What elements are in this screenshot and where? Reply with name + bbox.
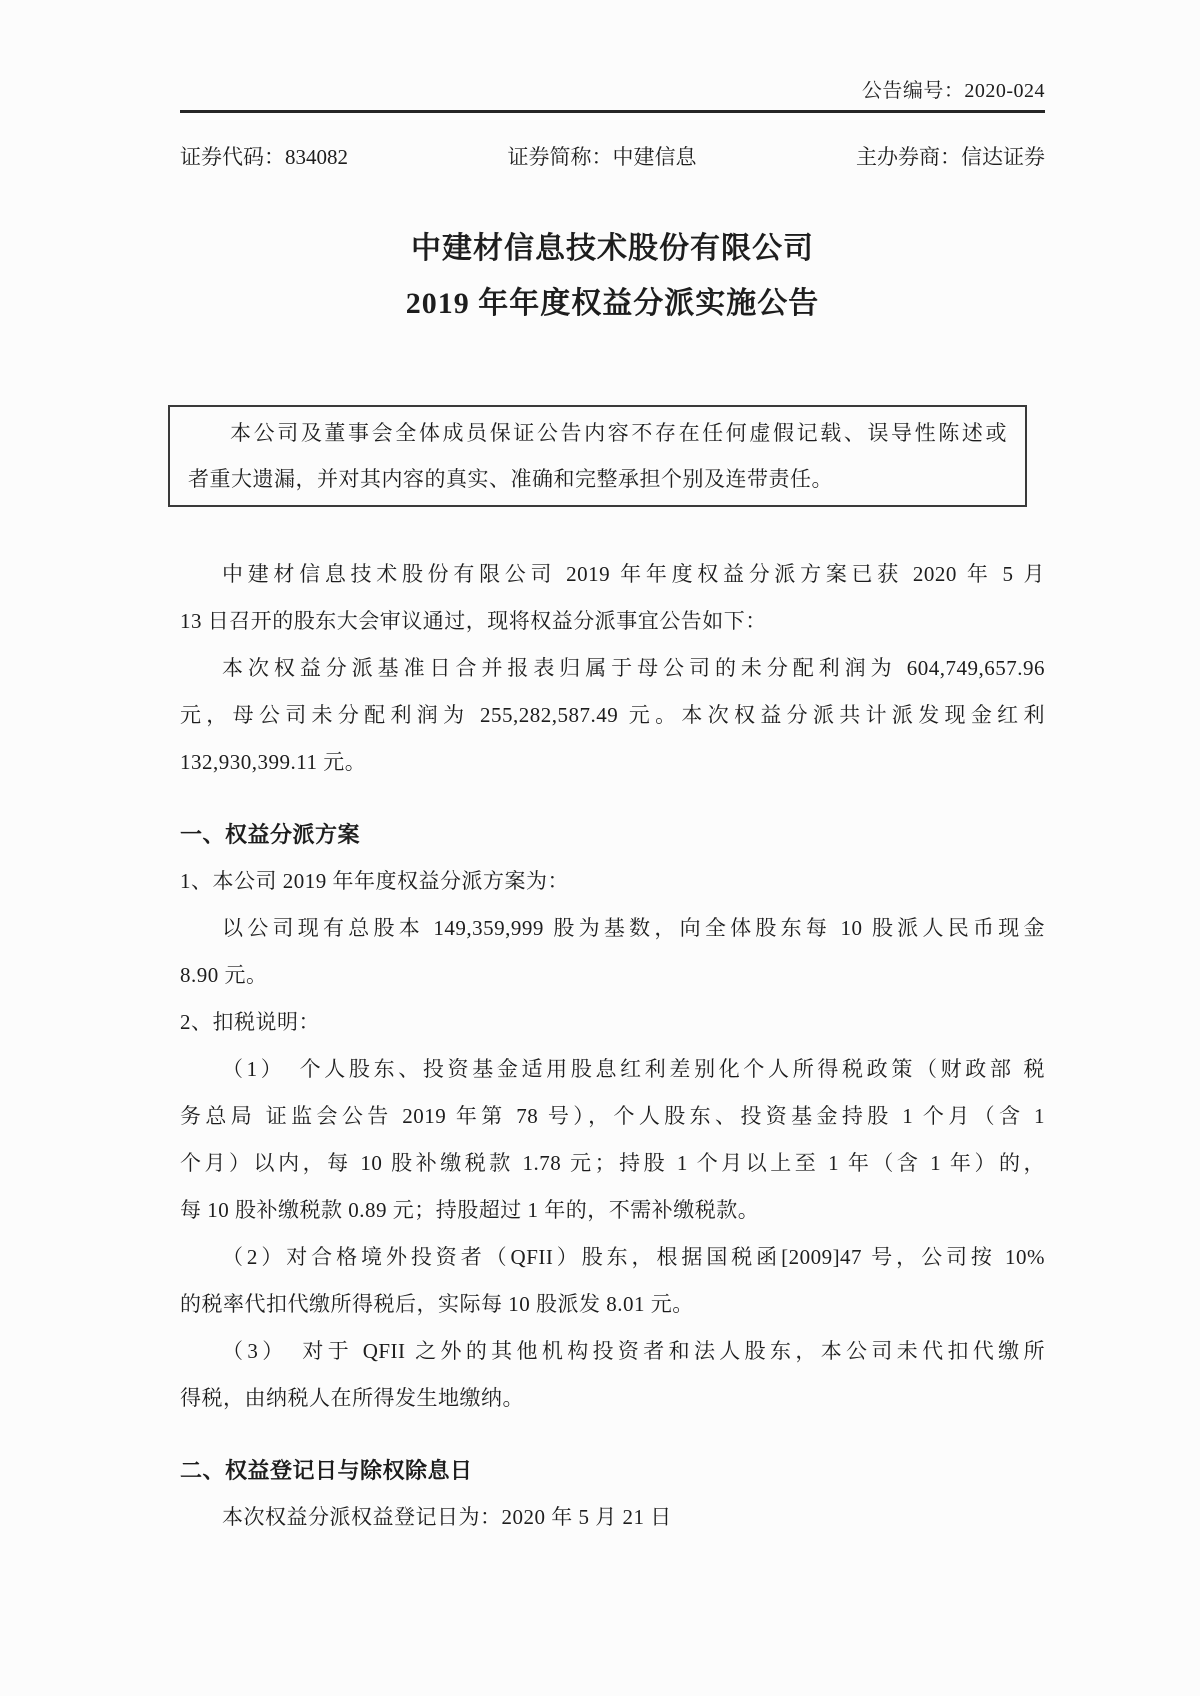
text-line: 中建材信息技术股份有限公司 2019 年年度权益分派方案已获 2020 年 5 月 [222, 562, 1045, 586]
sponsor-broker: 主办券商：信达证券 [856, 145, 1045, 169]
text-line: （1） 个人股东、投资基金适用股息红利差别化个人所得税政策（财政部 税 [222, 1057, 1045, 1081]
text-line: 13 日召开的股东大会审议通过，现将权益分派事宜公告如下： [180, 609, 767, 633]
announcement-number: 公告编号：2020-024 [861, 80, 1045, 102]
document-body [180, 551, 1045, 1541]
text-line: 本次权益分派基准日合并报表归属于母公司的未分配利润为 604,749,657.96 [222, 656, 1045, 680]
paragraph [180, 1328, 1045, 1422]
section-heading: 二、权益登记日与除权除息日 [180, 1458, 473, 1483]
text-line: 本次权益分派权益登记日为：2020 年 5 月 21 日 [222, 1505, 672, 1529]
text-line: 的税率代扣代缴所得税后，实际每 10 股派发 8.01 元。 [180, 1292, 694, 1316]
text-line: 个月）以内，每 10 股补缴税款 1.78 元；持股 1 个月以上至 1 年（含 1 年）的， [180, 1151, 1045, 1175]
text-line: 132,930,399.11 元。 [180, 750, 367, 774]
paragraph [180, 1494, 1045, 1541]
text-line: 元，母公司未分配利润为 255,282,587.49 元。本次权益分派共计派发现金红利 [180, 703, 1045, 727]
paragraph [180, 645, 1045, 786]
header-rule [180, 110, 1045, 113]
text-line: 8.90 元。 [180, 963, 268, 987]
disclaimer-box [168, 405, 1027, 507]
text-line: 务总局 证监会公告 2019 年第 78 号），个人股东、投资基金持股 1 个月（含 1 [180, 1104, 1045, 1128]
text-line: （2）对合格境外投资者（QFII）股东，根据国税函[2009]47 号，公司按 10% [222, 1245, 1045, 1269]
text-line: 得税，由纳税人在所得发生地缴纳。 [180, 1386, 524, 1410]
stock-short-name: 证券简称：中建信息 [507, 145, 697, 169]
paragraph [180, 999, 1045, 1046]
announcement-title: 2019 年年度权益分派实施公告 [405, 287, 820, 320]
text-line: 每 10 股补缴税款 0.89 元；持股超过 1 年的，不需补缴税款。 [180, 1198, 760, 1222]
securities-header-row [180, 145, 1045, 170]
paragraph [180, 905, 1045, 999]
disclaimer-line: 者重大遗漏，并对其内容的真实、准确和完整承担个别及连带责任。 [188, 467, 833, 491]
paragraph [180, 858, 1045, 905]
company-name-title: 中建材信息技术股份有限公司 [411, 232, 814, 265]
text-line: 1、本公司 2019 年年度权益分派方案为： [180, 869, 569, 893]
paragraph [180, 551, 1045, 645]
paragraph [180, 1046, 1045, 1234]
disclaimer-line: 本公司及董事会全体成员保证公告内容不存在任何虚假记载、误导性陈述或 [230, 421, 1007, 445]
text-line: 2、扣税说明： [180, 1010, 320, 1034]
paragraph [180, 1234, 1045, 1328]
text-line: 以公司现有总股本 149,359,999 股为基数，向全体股东每 10 股派人民币现金 [222, 916, 1045, 940]
text-line: （3） 对于 QFII 之外的其他机构投资者和法人股东，本公司未代扣代缴所 [222, 1339, 1045, 1363]
stock-code: 证券代码：834082 [180, 145, 348, 169]
section-heading: 一、权益分派方案 [180, 822, 361, 847]
